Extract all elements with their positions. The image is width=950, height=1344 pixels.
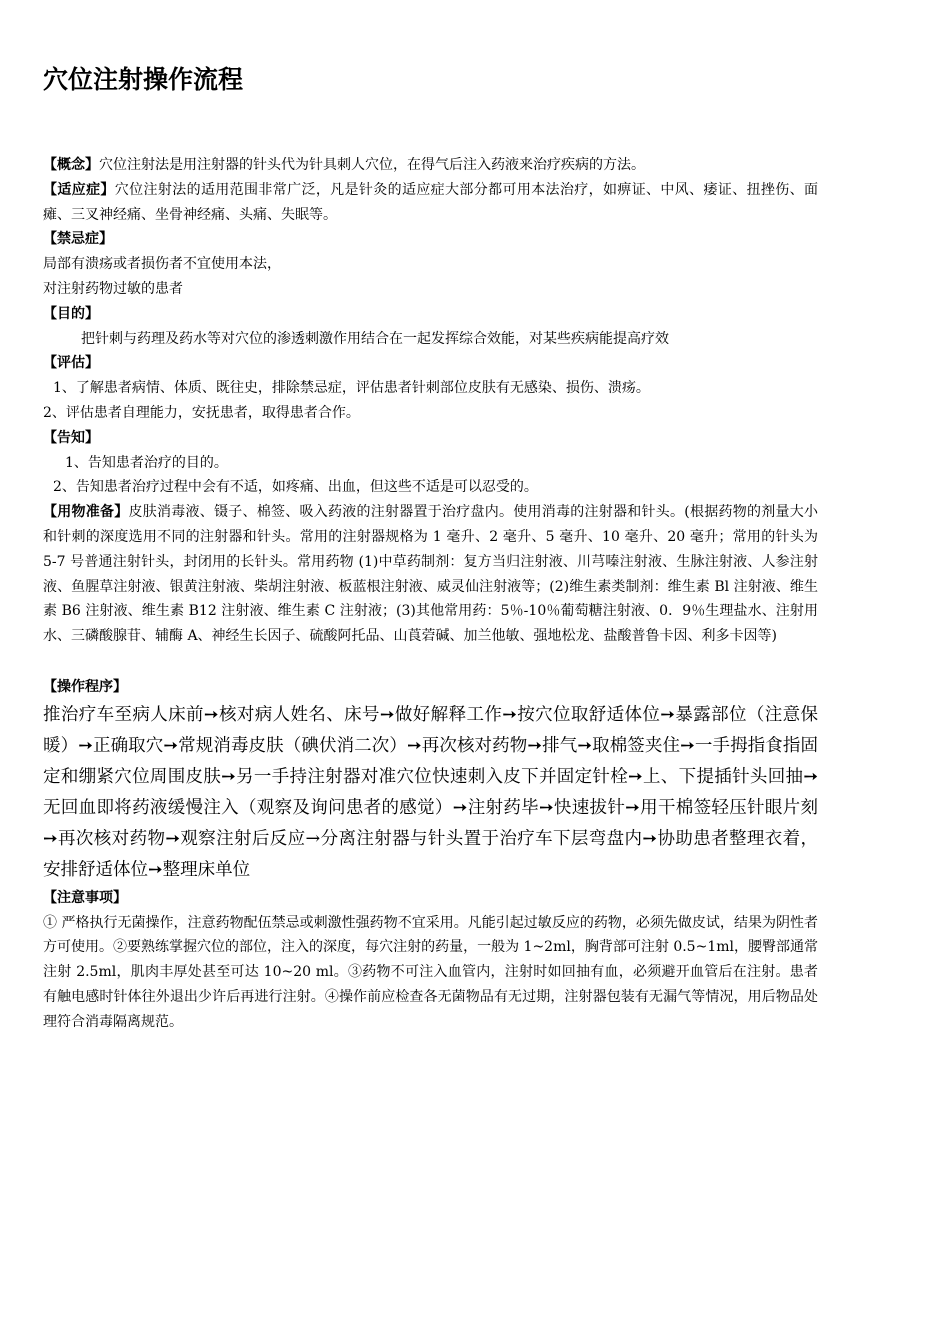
procedure-text: 推治疗车至病人床前➙核对病人姓名、床号➙做好解释工作➙按穴位取舒适体位➙暴露部位（注意保暖）➙正确取穴➙常规消毒皮肤（碘伏消二次）➙再次核对药物➙排气➙取棉签夹住➙一手拇指食指固定和绷紧穴位周围皮肤➙另一手持注射器对准穴位快速刺入皮下并固定针栓➙上、下提插针头回抽➙无回血即将药液缓慢注入（观察及询问患者的感觉）➙注射药毕➙快速拔针➙用干棉签轻压针眼片刻➙再次核对药物➙观察注射后反应→分离注射器与针头置于治疗车下层弯盘内➙协助患者整理衣着，安排舒适体位➙整理床单位 bbox=[43, 704, 818, 880]
supplies-heading: 【用物准备】 bbox=[43, 504, 129, 521]
contraindications-heading: 【禁忌症】 bbox=[43, 231, 113, 248]
inform-item-1: 1、告知患者治疗的目的。 bbox=[65, 454, 228, 471]
concept-paragraph bbox=[43, 153, 818, 178]
concept-heading: 【概念】 bbox=[43, 157, 99, 173]
indications-text: 穴位注射法的适用范围非常广泛，凡是针灸的适应症大部分都可用本法治疗，如痹证、中风、痿证、扭挫伤、面瘫、三叉神经痛、坐骨神经痛、头痛、失眠等。 bbox=[43, 181, 819, 223]
contraindications-line-1: 局部有溃疡或者损伤者不宜使用本法， bbox=[43, 256, 281, 273]
indications-paragraph bbox=[43, 178, 818, 228]
supplies-text: 皮肤消毒液、镊子、棉签、吸入药液的注射器置于治疗盘内。使用消毒的注射器和针头。(根据药物的剂量大小和针刺的深度选用不同的注射器和针头。常用的注射器规格为 1 毫升、2 毫升、5 毫升、10 毫升、20 毫升；常用的针头为 5-7 号普通注射针头，封闭用的长针头。常用药物 (1)中草药制剂：复方当归注射液、川芎嗪注射液、生脉注射液、人参注射液、鱼腥草注射液、银黄注射液、柴胡注射液、板蓝根注射液、威灵仙注射液等；(2)维生素类制剂：维生素 Bl 注射液、维生素 B6 注射液、维生素 B12 注射液、维生素 C 注射液；(3)其他常用药：5％-10％葡萄糖注射液、0．9％生理盐水、注射用水、三磷酸腺苷、辅酶 A、神经生长因子、硫酸阿托品、山莨菪碱、加兰他敏、强地松龙、盐酸普鲁卡因、利多卡因等) bbox=[43, 504, 819, 645]
section-spacer bbox=[43, 649, 818, 675]
inform-heading: 【告知】 bbox=[43, 429, 99, 446]
inform-item-2: 2、告知患者治疗过程中会有不适，如疼痛、出血，但这些不适是可以忍受的。 bbox=[53, 479, 538, 496]
notes-text: ① 严格执行无菌操作，注意药物配伍禁忌或刺激性强药物不宜采用。凡能引起过敏反应的药物，必须先做皮试，结果为阴性者方可使用。②要熟练掌握穴位的部位，注入的深度，每穴注射的药量，一般为 1~2ml，胸背部可注射 0.5~1ml，腰臀部通常注射 2.5ml，肌肉丰厚处甚至可达 10~20 ml。③药物不可注入血管内，注射时如回抽有血，必须避开血管后在注射。患者有触电感时针体往外退出少许后再进行注射。④操作前应检查各无菌物品有无过期，注射器包装有无漏气等情况，用后物品处理符合消毒隔离规范。 bbox=[43, 914, 818, 1030]
supplies-paragraph bbox=[43, 500, 818, 649]
indications-heading: 【适应症】 bbox=[43, 181, 115, 198]
assessment-item-2: 2、评估患者自理能力，安抚患者，取得患者合作。 bbox=[43, 404, 360, 421]
contraindications-line-2: 对注射药物过敏的患者 bbox=[43, 280, 183, 297]
concept-text: 穴位注射法是用注射器的针头代为针具刺人穴位，在得气后注入药液来治疗疾病的方法。 bbox=[99, 157, 645, 173]
purpose-text: 把针刺与药理及药水等对穴位的渗透刺激作用结合在一起发挥综合效能，对某些疾病能提高疗效 bbox=[81, 330, 669, 347]
document-body bbox=[43, 153, 818, 1035]
purpose-heading: 【目的】 bbox=[43, 305, 99, 322]
page-title: 穴位注射操作流程 bbox=[43, 65, 244, 94]
assessment-heading: 【评估】 bbox=[43, 355, 99, 372]
procedure-heading: 【操作程序】 bbox=[43, 678, 127, 695]
notes-heading: 【注意事项】 bbox=[43, 889, 127, 906]
assessment-item-1: 1、了解患者病情、体质、既往史，排除禁忌症，评估患者针刺部位皮肤有无感染、损伤、溃疡。 bbox=[53, 380, 650, 397]
